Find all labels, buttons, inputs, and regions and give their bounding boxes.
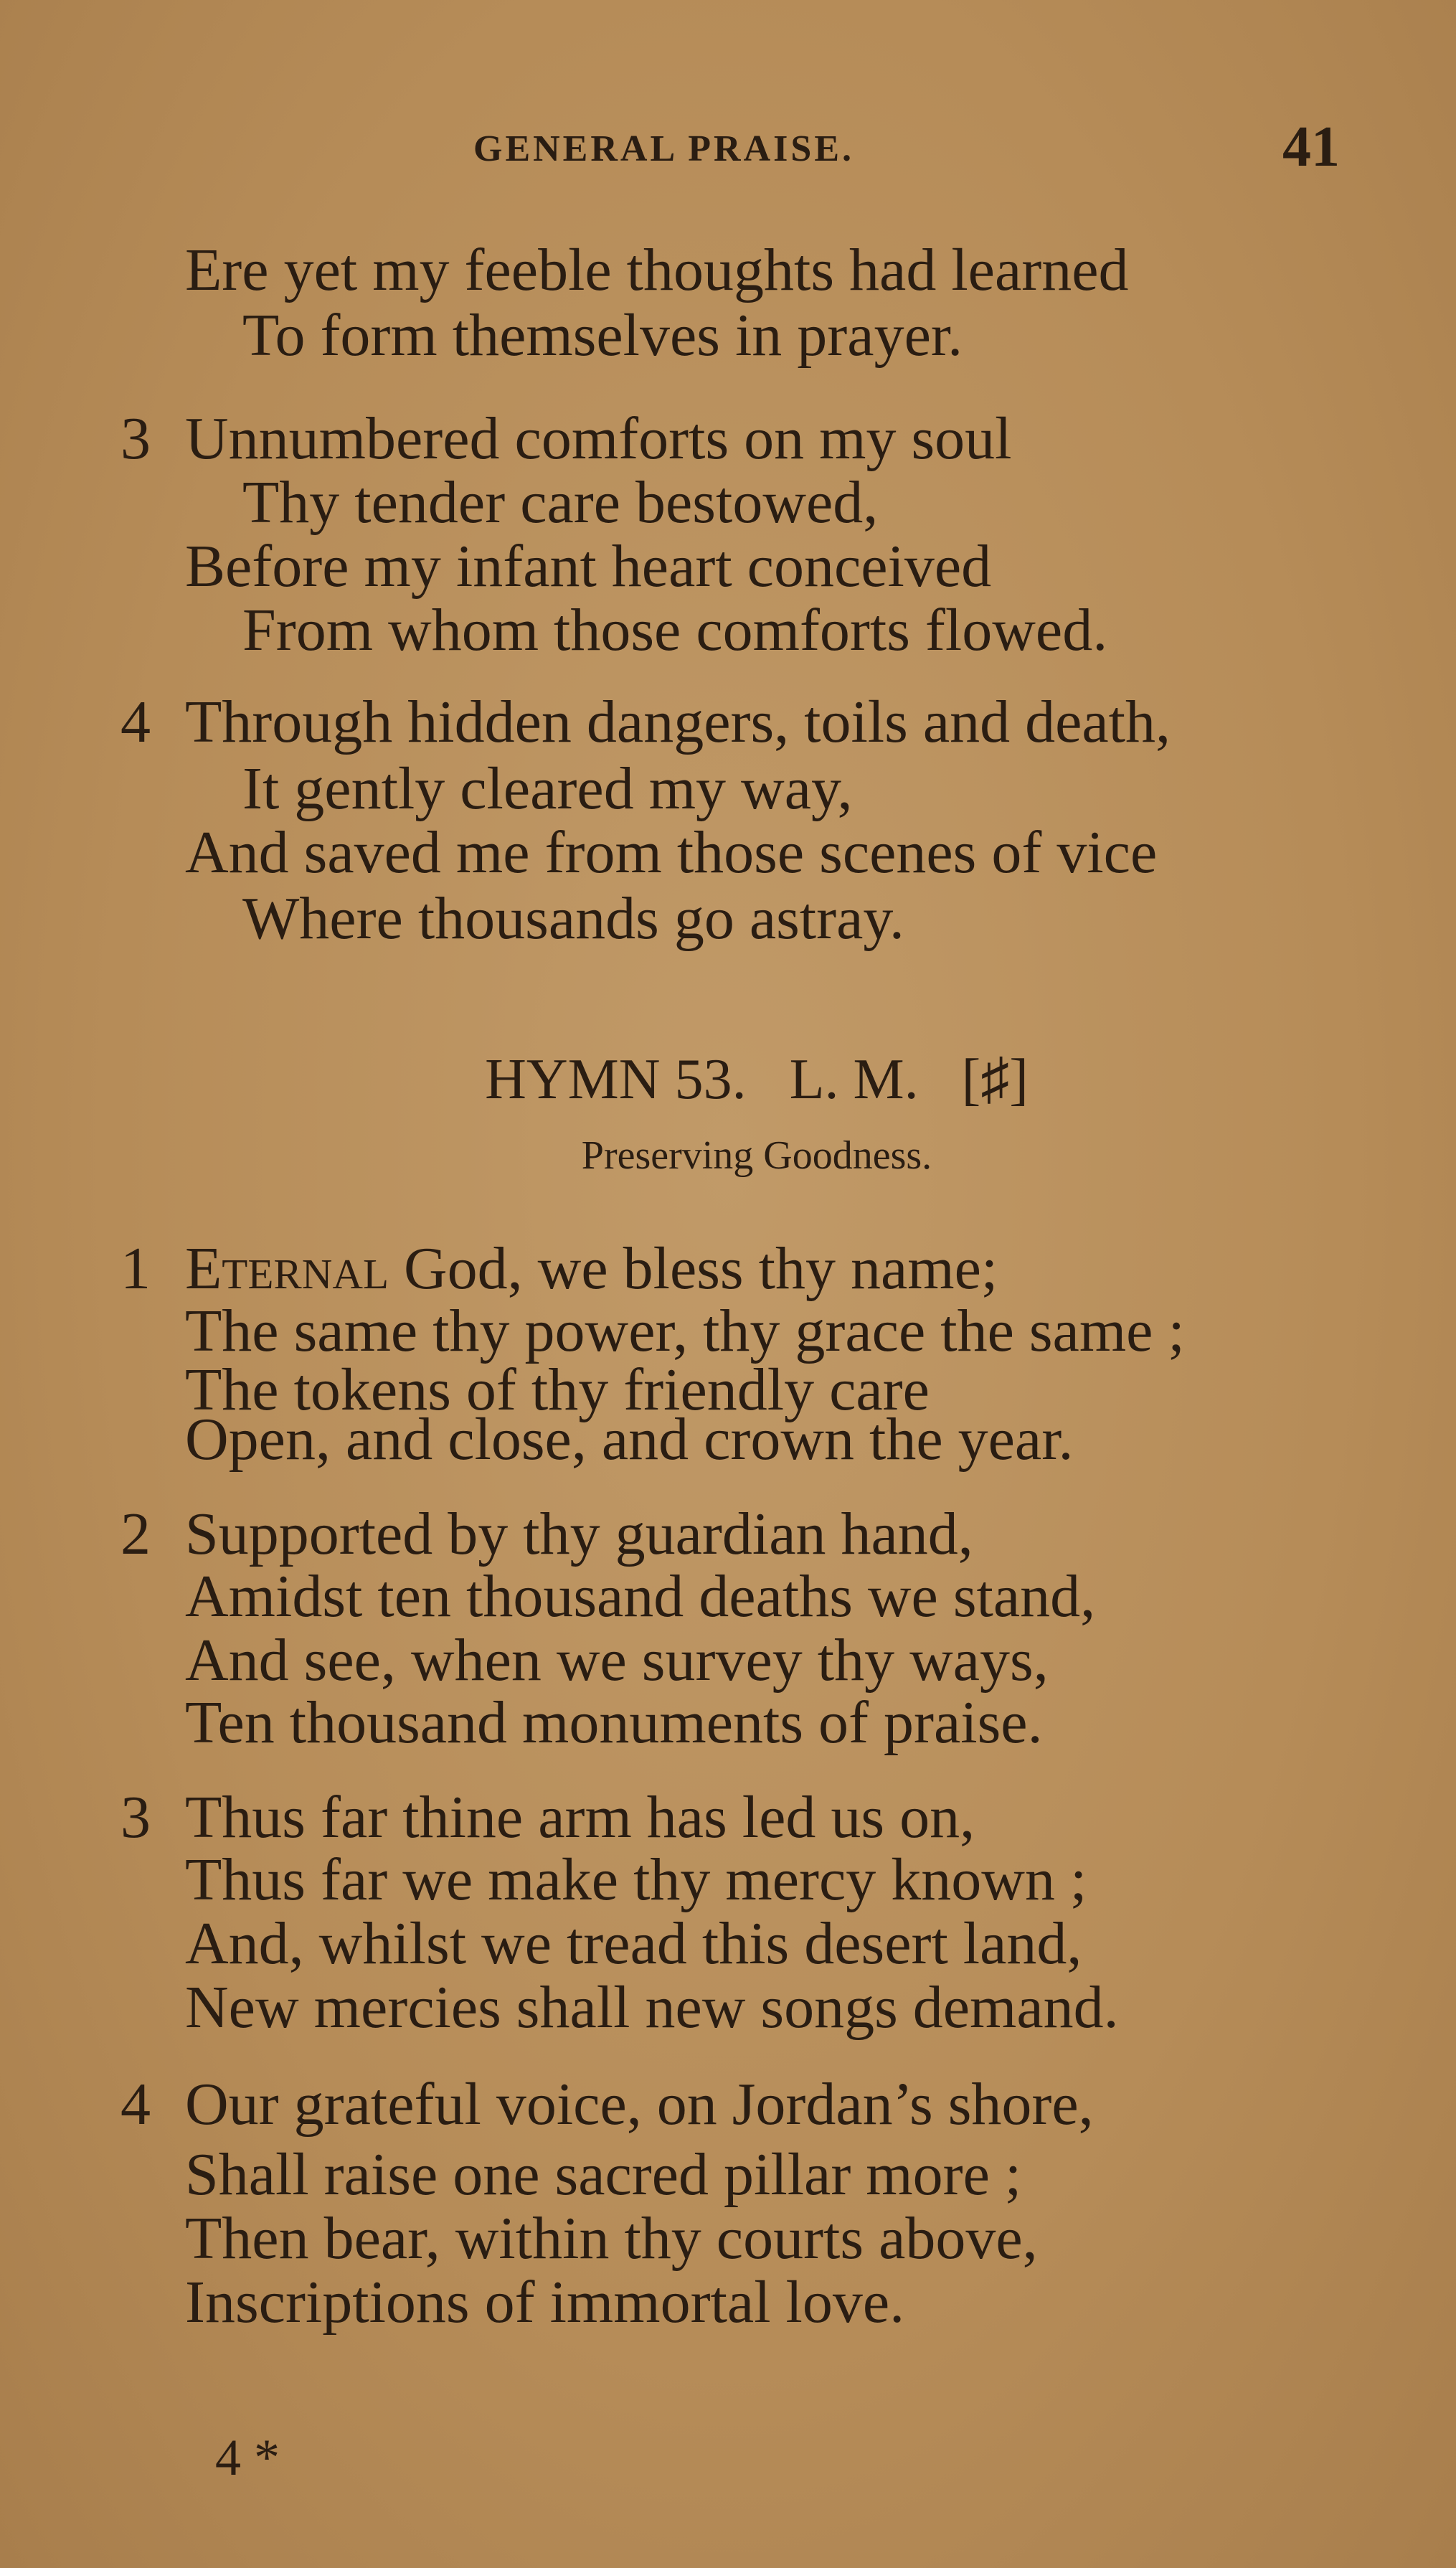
running-title: GENERAL PRAISE. — [473, 128, 854, 169]
verse-line: To form themselves in prayer. — [242, 302, 963, 369]
verse-line: Thus far thine arm has led us on, — [185, 1784, 975, 1851]
verse-line: Thus far we make thy mercy known ; — [185, 1846, 1087, 1913]
verse-line: Where thousands go astray. — [242, 884, 904, 952]
verse-line: Amidst ten thousand deaths we stand, — [185, 1562, 1096, 1630]
signature-mark: 4 * — [215, 2429, 280, 2486]
hymn-title: HYMN 53. L. M. [♯] — [485, 1047, 1029, 1111]
verse-line: The tokens of thy friendly care — [185, 1356, 930, 1424]
stanza-number: 3 — [120, 405, 151, 472]
verse-line: Then bear, within thy courts above, — [185, 2204, 1038, 2272]
stanza-number: 1 — [120, 1235, 151, 1303]
verse-line: Inscriptions of immortal love. — [185, 2268, 905, 2336]
stanza-number: 3 — [120, 1784, 151, 1851]
verse-line: Shall raise one sacred pillar more ; — [185, 2140, 1022, 2208]
page-number: 41 — [1282, 115, 1340, 179]
verse-line: And saved me from those scenes of vice — [185, 819, 1158, 887]
verse-line: Our grateful voice, on Jordan’s shore, — [185, 2070, 1094, 2138]
verse-line: Eternal God, we bless thy name; — [185, 1235, 998, 1303]
verse-line: Before my infant heart conceived — [185, 532, 992, 600]
stanza-number: 4 — [120, 2070, 151, 2138]
verse-line: And, whilst we tread this desert land, — [185, 1910, 1082, 1977]
verse-line: Unnumbered comforts on my soul — [185, 405, 1012, 472]
verse-line: And see, when we survey thy ways, — [185, 1626, 1049, 1694]
stanza-number: 4 — [120, 688, 151, 755]
verse-line: Ten thousand monuments of praise. — [185, 1689, 1043, 1756]
verse-line: Supported by thy guardian hand, — [185, 1501, 973, 1568]
verse-line: The same thy power, thy grace the same ; — [185, 1298, 1185, 1365]
verse-line: Thy tender care bestowed, — [242, 468, 879, 536]
verse-line: It gently cleared my way, — [242, 755, 853, 823]
verse-line: From whom those comforts flowed. — [242, 596, 1108, 664]
lead-word: Eternal — [185, 1235, 389, 1303]
verse-line: New mercies shall new songs demand. — [185, 1973, 1119, 2041]
hymn-subtitle: Preserving Goodness. — [581, 1133, 932, 1179]
stanza-number: 2 — [120, 1501, 151, 1568]
verse-line: Open, and close, and crown the year. — [185, 1405, 1074, 1473]
verse-line: Through hidden dangers, toils and death, — [185, 688, 1171, 755]
verse-line: Ere yet my feeble thoughts had learned — [185, 236, 1129, 303]
